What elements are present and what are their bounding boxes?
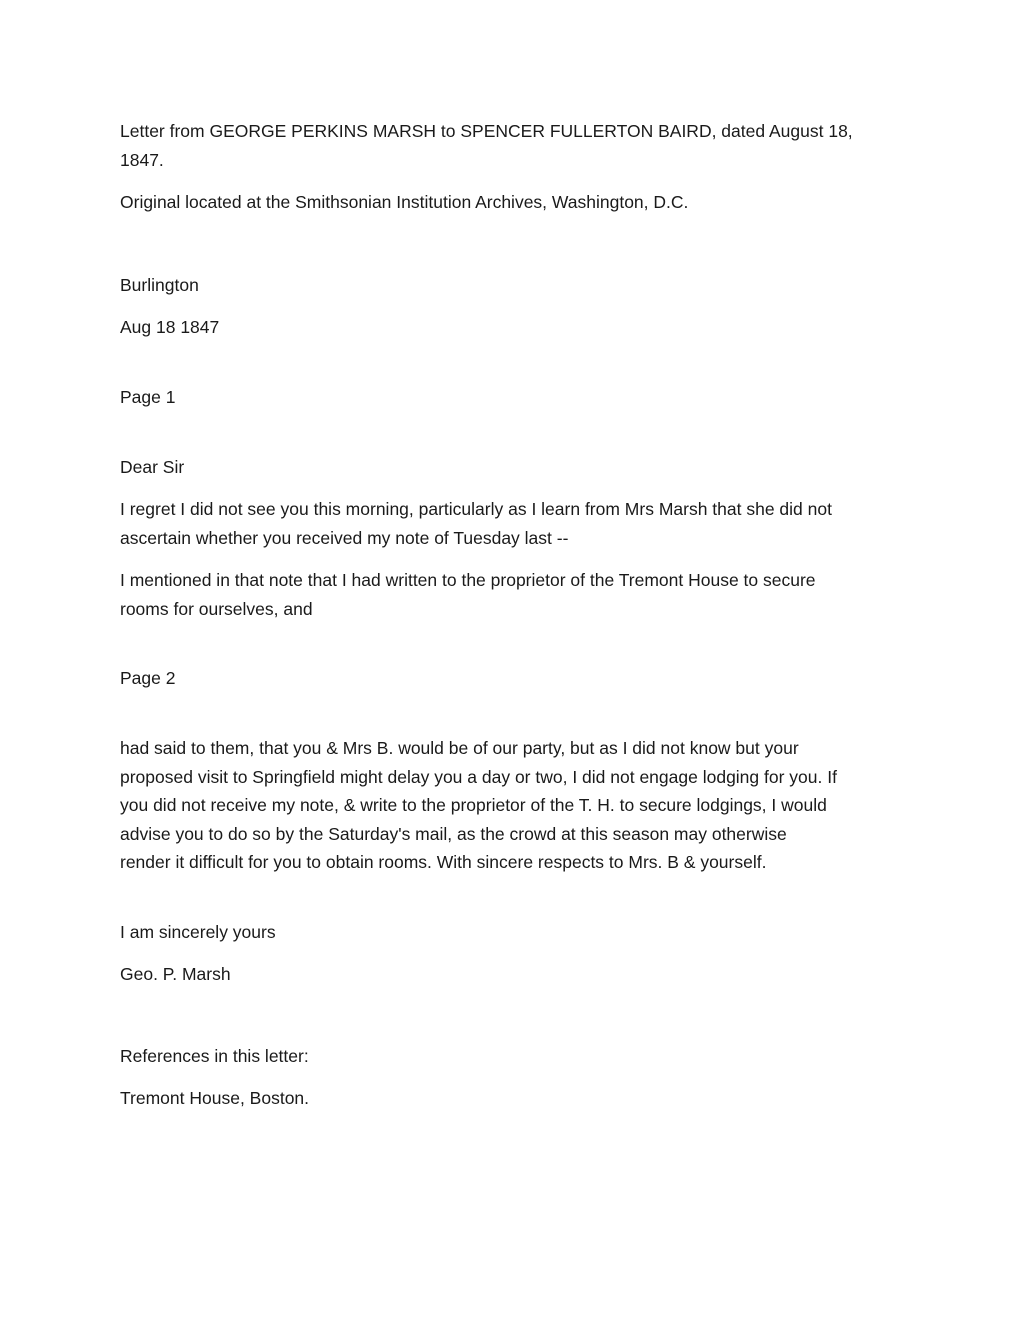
- paragraph-2-line-2: rooms for ourselves, and: [120, 599, 313, 619]
- signature: Geo. P. Marsh: [120, 964, 231, 984]
- salutation: Dear Sir: [120, 457, 185, 477]
- letter-date: Aug 18 1847: [120, 317, 220, 337]
- paragraph-1-line-1: I regret I did not see you this morning, particularly as I learn from Mrs Marsh that she did not: [120, 499, 832, 519]
- paragraph-3-line-3: you did not receive my note, & write to the proprietor of the T. H. to secure lodgings, I would: [120, 795, 827, 815]
- page-2-label: Page 2: [120, 668, 176, 688]
- source-note: Original located at the Smithsonian Institution Archives, Washington, D.C.: [120, 192, 689, 212]
- letter-place: Burlington: [120, 275, 199, 295]
- paragraph-3-line-5: render it difficult for you to obtain rooms. With sincere respects to Mrs. B & yourself.: [120, 852, 767, 872]
- references-item: Tremont House, Boston.: [120, 1088, 310, 1108]
- paragraph-1-line-2: ascertain whether you received my note of Tuesday last --: [120, 528, 569, 548]
- references-heading: References in this letter:: [120, 1046, 309, 1066]
- paragraph-3-line-2: proposed visit to Springfield might delay you a day or two, I did not engage lodging for you. If: [120, 767, 837, 787]
- header-title-line-1: Letter from GEORGE PERKINS MARSH to SPENCER FULLERTON BAIRD, dated August 18,: [120, 121, 853, 141]
- page-1-label: Page 1: [120, 387, 176, 407]
- paragraph-3-line-4: advise you to do so by the Saturday's mail, as the crowd at this season may otherwise: [120, 824, 787, 844]
- paragraph-3-line-1: had said to them, that you & Mrs B. would be of our party, but as I did not know but your: [120, 738, 799, 758]
- paragraph-2-line-1: I mentioned in that note that I had written to the proprietor of the Tremont House to secure: [120, 570, 816, 590]
- closing: I am sincerely yours: [120, 922, 276, 942]
- header-title-line-2: 1847.: [120, 150, 164, 170]
